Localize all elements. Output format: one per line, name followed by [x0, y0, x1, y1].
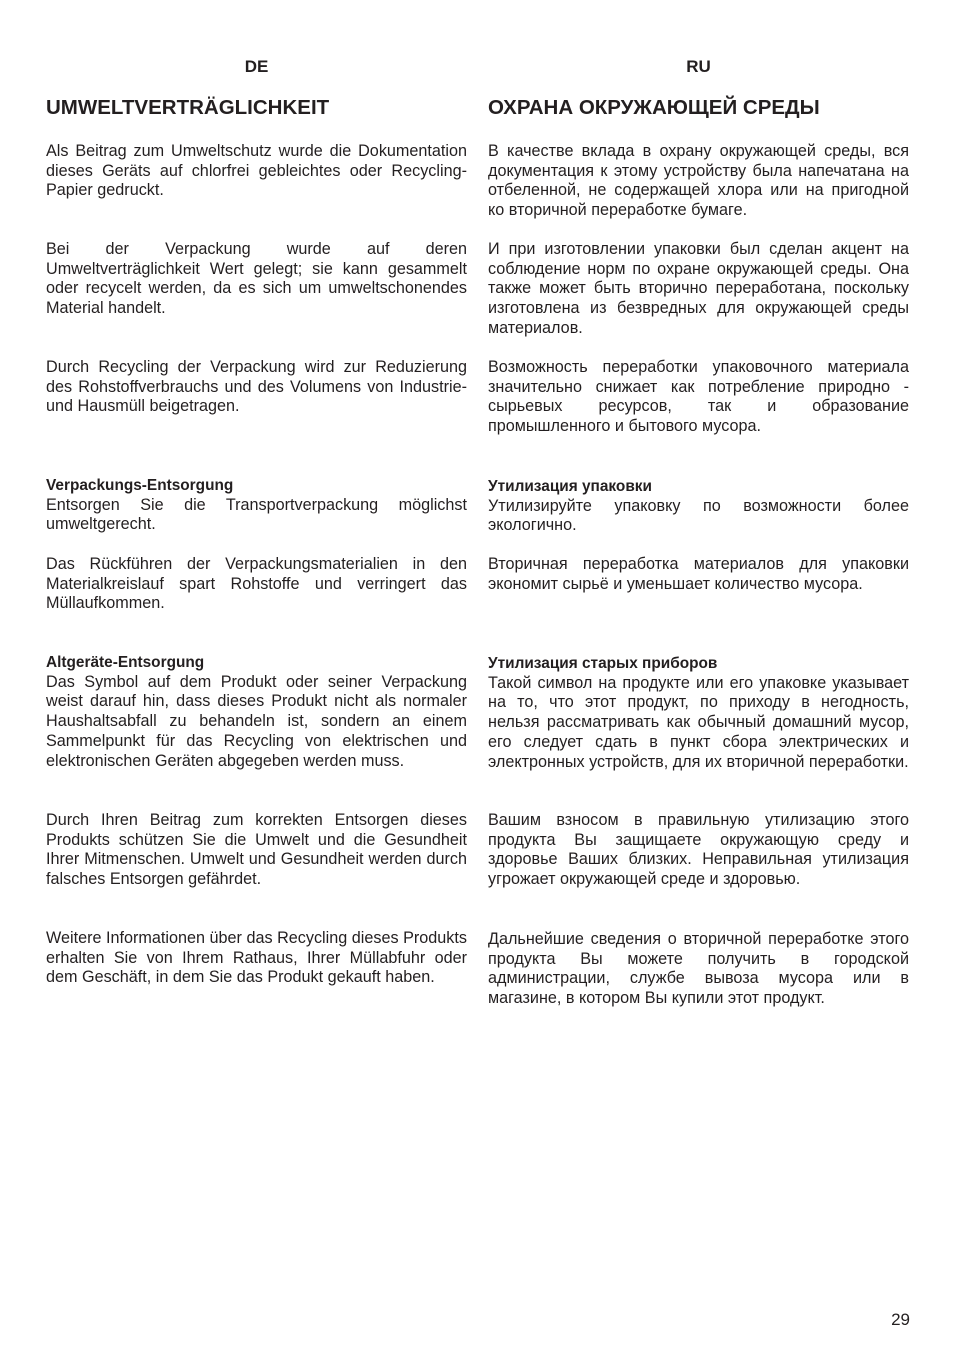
packaging-disposal-text: Entsorgen Sie die Transportverpackung möglichst umweltgerecht. [46, 495, 467, 534]
packaging-disposal-title: Verpackungs-Entsorgung [46, 477, 234, 494]
appliance-disposal-text: Такой символ на продукте или его упаковке указывает на то, что этот продукт, по приходу в негодность, нельзя рассматривать как обычный домашний мусор, его следует сдать в пункт сбора электрических и электронных устройств, для их вторичной переработки. [488, 673, 909, 771]
paragraph-correct-disposal: Вашим взносом в правильную утилизацию этого продукта Вы защищаете окружающую среду и здоровье Ваших близких. Неправильная утилизация угрожает окружающей среде и здоровью. [488, 811, 909, 889]
packaging-disposal-block [46, 476, 467, 535]
paragraph-packaging: Bei der Verpackung wurde auf deren Umweltverträglichkeit Wert gelegt; sie kann gesammelt oder recycelt werden, da es sich um umweltschonendes Material handelt. [46, 240, 467, 318]
packaging-disposal-title: Утилизация упаковки [488, 478, 652, 495]
language-label: RU [686, 57, 711, 76]
paragraph-recycling: Возможность переработки упаковочного материала значительно снижает как потребление природно - сырьевых ресурсов, так и образование промышленного и бытового мусора. [488, 358, 909, 436]
page-number: 29 [891, 1310, 910, 1329]
appliance-disposal-text: Das Symbol auf dem Produkt oder seiner Verpackung weist darauf hin, dass dieses Produkt nicht als normaler Haushaltsabfall zu behandeln ist, sondern an einem Sammelpunkt für das Recycling von elektrischen und elektronischen Geräten abgegeben werden muss. [46, 672, 467, 770]
paragraph-material-cycle: Das Rückführen der Verpackungsmaterialien in den Materialkreislauf spart Rohstoffe und verringert das Müllaufkommen. [46, 555, 467, 613]
section-heading: UMWELTVERTRÄGLICHKEIT [46, 96, 330, 119]
paragraph-material-cycle: Вторичная переработка материалов для упаковки экономит сырьё и уменьшает количество мусора. [488, 555, 909, 593]
appliance-disposal-block [46, 653, 467, 771]
appliance-disposal-block [488, 654, 909, 772]
appliance-disposal-title: Утилизация старых приборов [488, 655, 718, 672]
packaging-disposal-text: Утилизируйте упаковку по возможности более экологично. [488, 496, 909, 535]
paragraph-recycling: Durch Recycling der Verpackung wird zur Reduzierung des Rohstoffverbrauchs und des Volumens von Industrie- und Hausmüll beigetragen. [46, 358, 467, 416]
paragraph-correct-disposal: Durch Ihren Beitrag zum korrekten Entsorgen dieses Produkts schützen Sie die Umwelt und die Gesundheit Ihrer Mitmenschen. Umwelt und Gesundheit werden durch falsches Entsorgen gefährdet. [46, 811, 467, 889]
language-label: DE [244, 57, 269, 76]
section-heading: ОХРАНА ОКРУЖАЮЩЕЙ СРЕДЫ [488, 96, 820, 119]
paragraph-documentation: Als Beitrag zum Umweltschutz wurde die Dokumentation dieses Geräts auf chlorfrei gebleichtes oder Recycling-Papier gedruckt. [46, 142, 467, 200]
paragraph-documentation: В качестве вклада в охрану окружающей среды, вся документация к этому устройству была напечатана на отбеленной, не содержащей хлора или на пригодной ко вторичной переработке бумаге. [488, 142, 909, 220]
paragraph-further-info: Дальнейшие сведения о вторичной переработке этого продукта Вы можете получить в городской администрации, службе вывоза мусора или в магазине, в котором Вы купили этот продукт. [488, 930, 909, 1008]
paragraph-packaging: И при изготовлении упаковки был сделан акцент на соблюдение норм по охране окружающей среды. Она также может быть вторично переработана, поскольку изготовлена из безвредных для окружающей среды материалов. [488, 240, 909, 337]
appliance-disposal-title: Altgeräte-Entsorgung [46, 654, 205, 671]
paragraph-further-info: Weitere Informationen über das Recycling dieses Produkts erhalten Sie von Ihrem Rathaus, Ihrer Müllabfuhr oder dem Geschäft, in dem Sie das Produkt gekauft haben. [46, 929, 467, 987]
packaging-disposal-block [488, 477, 909, 536]
